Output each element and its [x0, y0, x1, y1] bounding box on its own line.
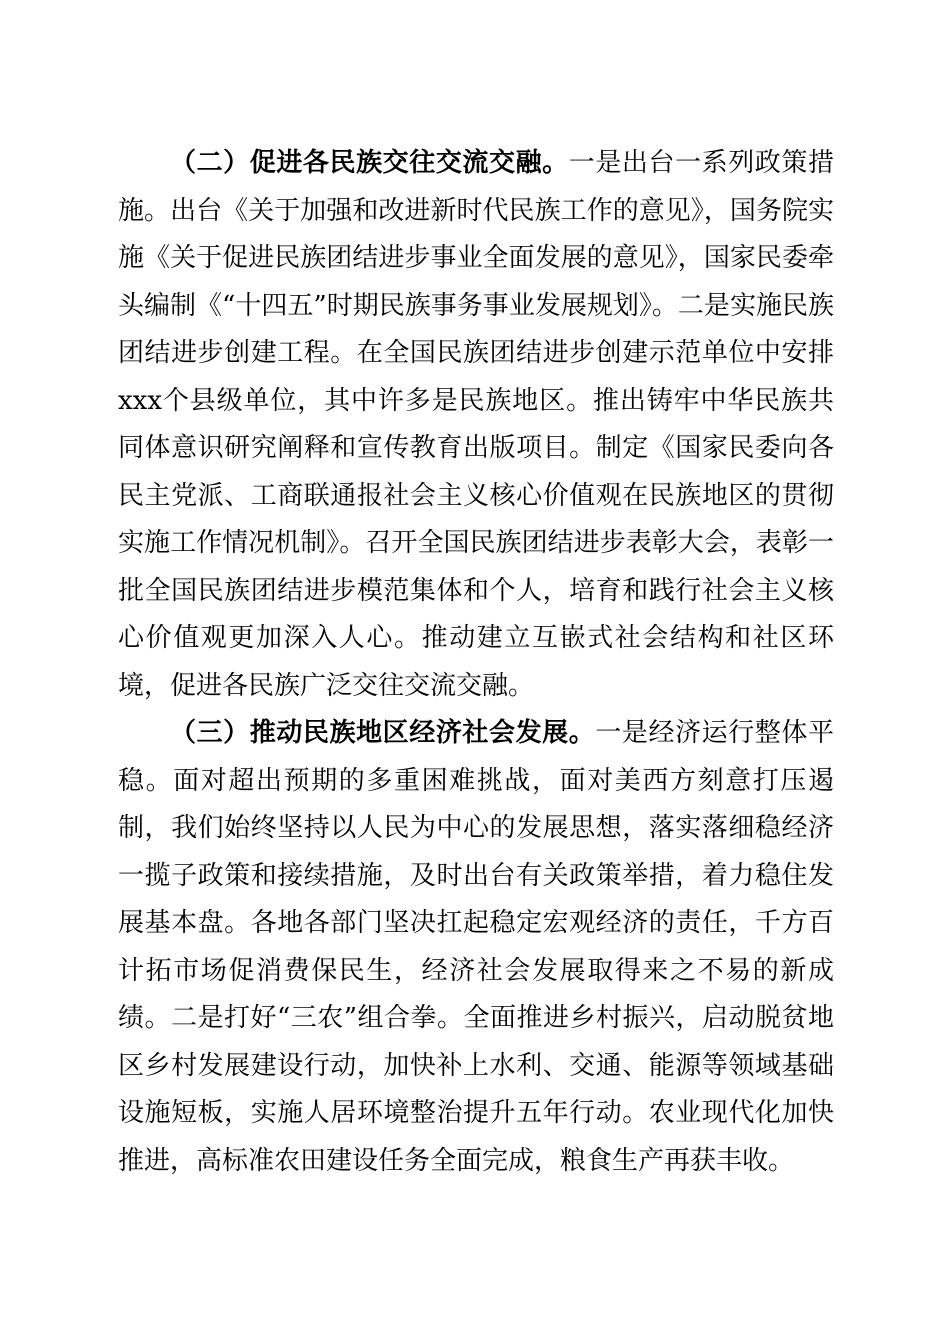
section-heading-economic-development: （三）推动民族地区经济社会发展。 — [170, 718, 596, 748]
paragraph-ethnic-exchange — [118, 140, 834, 710]
section-heading-ethnic-exchange: （二）促进各民族交往交流交融。 — [170, 148, 569, 178]
paragraph-economic-development — [118, 710, 834, 1185]
paragraph-text-ethnic-exchange: 一是出台一系列政策措施。出台《关于加强和改进新时代民族工作的意见》，国务院实施《关于促进民族团结进步事业全面发展的意见》，国家民委牵头编制《“十四五”时期民族事务事业发展规划》。二是实施民族团结进步创建工程。在全国民族团结进步创建示范单位中安排xxx个县级单位，其中许多是民族地区。推出铸牢中华民族共同体意识研究阐释和宣传教育出版项目。制定《国家民委向各民主党派、工商联通报社会主义核心价值观在民族地区的贯彻实施工作情况机制》。召开全国民族团结进步表彰大会，表彰一批全国民族团结进步模范集体和个人，培育和践行社会主义核心价值观更加深入人心。推动建立互嵌式社会结构和社区环境，促进各民族广泛交往交流交融。 — [118, 148, 834, 701]
paragraph-text-economic-development: 一是经济运行整体平稳。面对超出预期的多重困难挑战，面对美西方刻意打压遏制，我们始终坚持以人民为中心的发展思想，落实落细稳经济一揽子政策和接续措施，及时出台有关政策举措，着力稳住发展基本盘。各地各部门坚决扛起稳定宏观经济的责任，千方百计拓市场促消费保民生，经济社会发展取得来之不易的新成绩。二是打好“三农”组合拳。全面推进乡村振兴，启动脱贫地区乡村发展建设行动，加快补上水利、交通、能源等领域基础设施短板，实施人居环境整治提升五年行动。农业现代化加快推进，高标准农田建设任务全面完成，粮食生产再获丰收。 — [118, 718, 834, 1176]
document-body — [118, 140, 834, 1185]
